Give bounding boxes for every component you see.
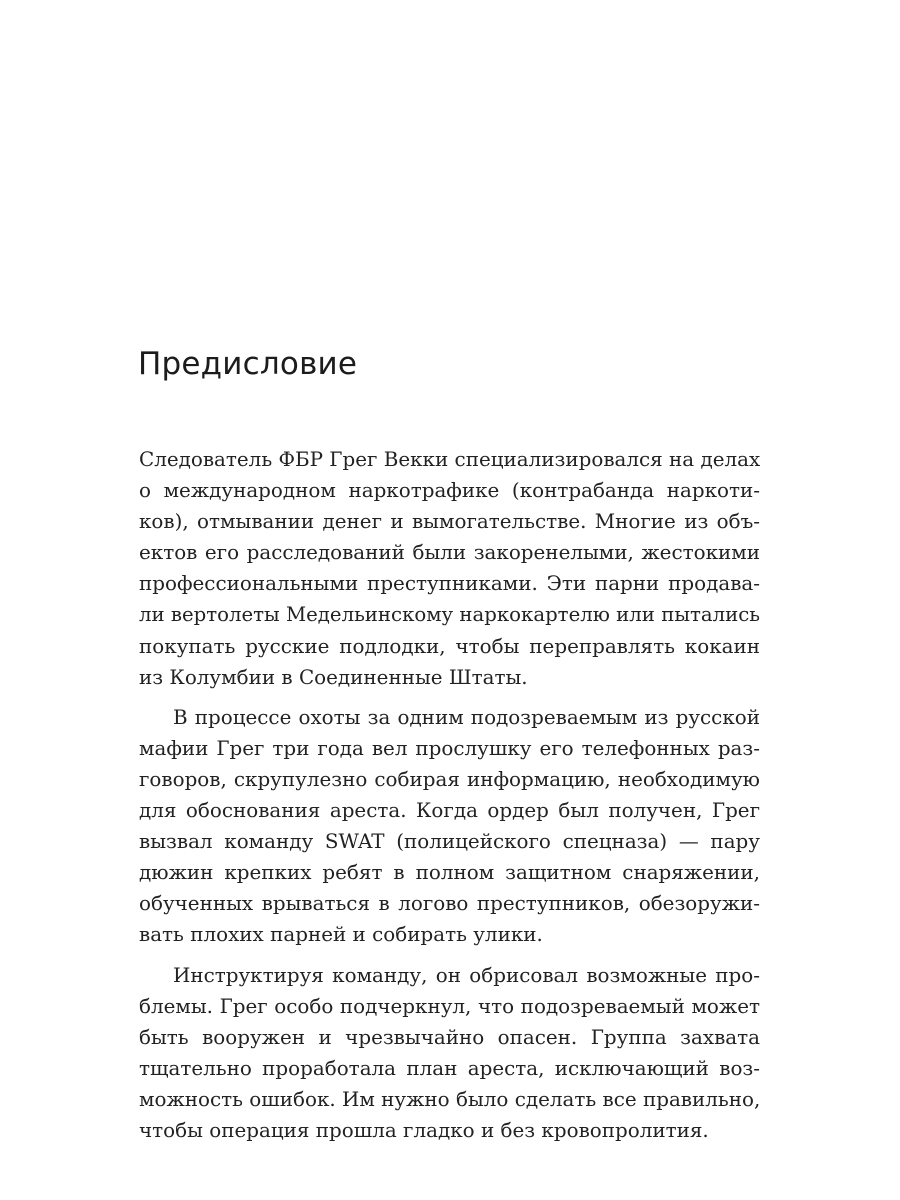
text-line: говоров, скрупулезно собирая информацию, необходимую (139, 767, 760, 791)
text-line: для обоснования ареста. Когда ордер был получен, Грег (139, 799, 760, 823)
paragraph-1 (139, 444, 760, 693)
text-line: вызвал команду SWAT (полицейского спецназа) — пару (139, 830, 760, 854)
text-line: вать плохих парней и собирать улики. (139, 923, 543, 947)
paragraph-gap (139, 693, 760, 702)
text-line: о международном наркотрафике (контрабанда наркоти- (139, 479, 760, 503)
text-line: из Колумбии в Соединенные Штаты. (139, 665, 528, 689)
text-line: обученных врываться в логово преступников, обезоружи- (139, 892, 760, 916)
text-line: Следователь ФБР Грег Векки специализировался на делах (139, 448, 761, 471)
text-line: дюжин крепких ребят в полном защитном снаряжении, (139, 861, 760, 885)
paragraph-2 (139, 702, 760, 951)
body-text (139, 444, 760, 1146)
text-line: профессиональными преступниками. Эти парни продава- (139, 572, 760, 596)
text-line: Инструктируя команду, он обрисовал возможные про- (173, 963, 760, 987)
text-line: ли вертолеты Медельинскому наркокартелю или пытались (139, 603, 760, 627)
text-line: покупать русские подлодки, чтобы переправлять кокаин (139, 634, 760, 658)
text-line: В процессе охоты за одним подозреваемым из русской (173, 705, 760, 729)
text-line: быть вооружен и чрезвычайно опасен. Группа захвата (139, 1025, 760, 1049)
chapter-title: Предисловие (138, 346, 358, 382)
text-line: блемы. Грег особо подчеркнул, что подозреваемый может (139, 994, 760, 1018)
paragraph-gap (139, 951, 760, 960)
paragraph-3 (139, 960, 760, 1147)
text-line: можность ошибок. Им нужно было сделать все правильно, (139, 1087, 761, 1111)
text-line: ков), отмывании денег и вымогательстве. Многие из объ- (139, 510, 760, 534)
text-line: тщательно проработала план ареста, исключающий воз- (139, 1056, 760, 1080)
text-line: мафии Грег три года вел прослушку его телефонных раз- (139, 736, 760, 760)
text-line: чтобы операция прошла гладко и без кровопролития. (139, 1118, 709, 1142)
text-line: ектов его расследований были закоренелыми, жестокими (139, 541, 760, 565)
